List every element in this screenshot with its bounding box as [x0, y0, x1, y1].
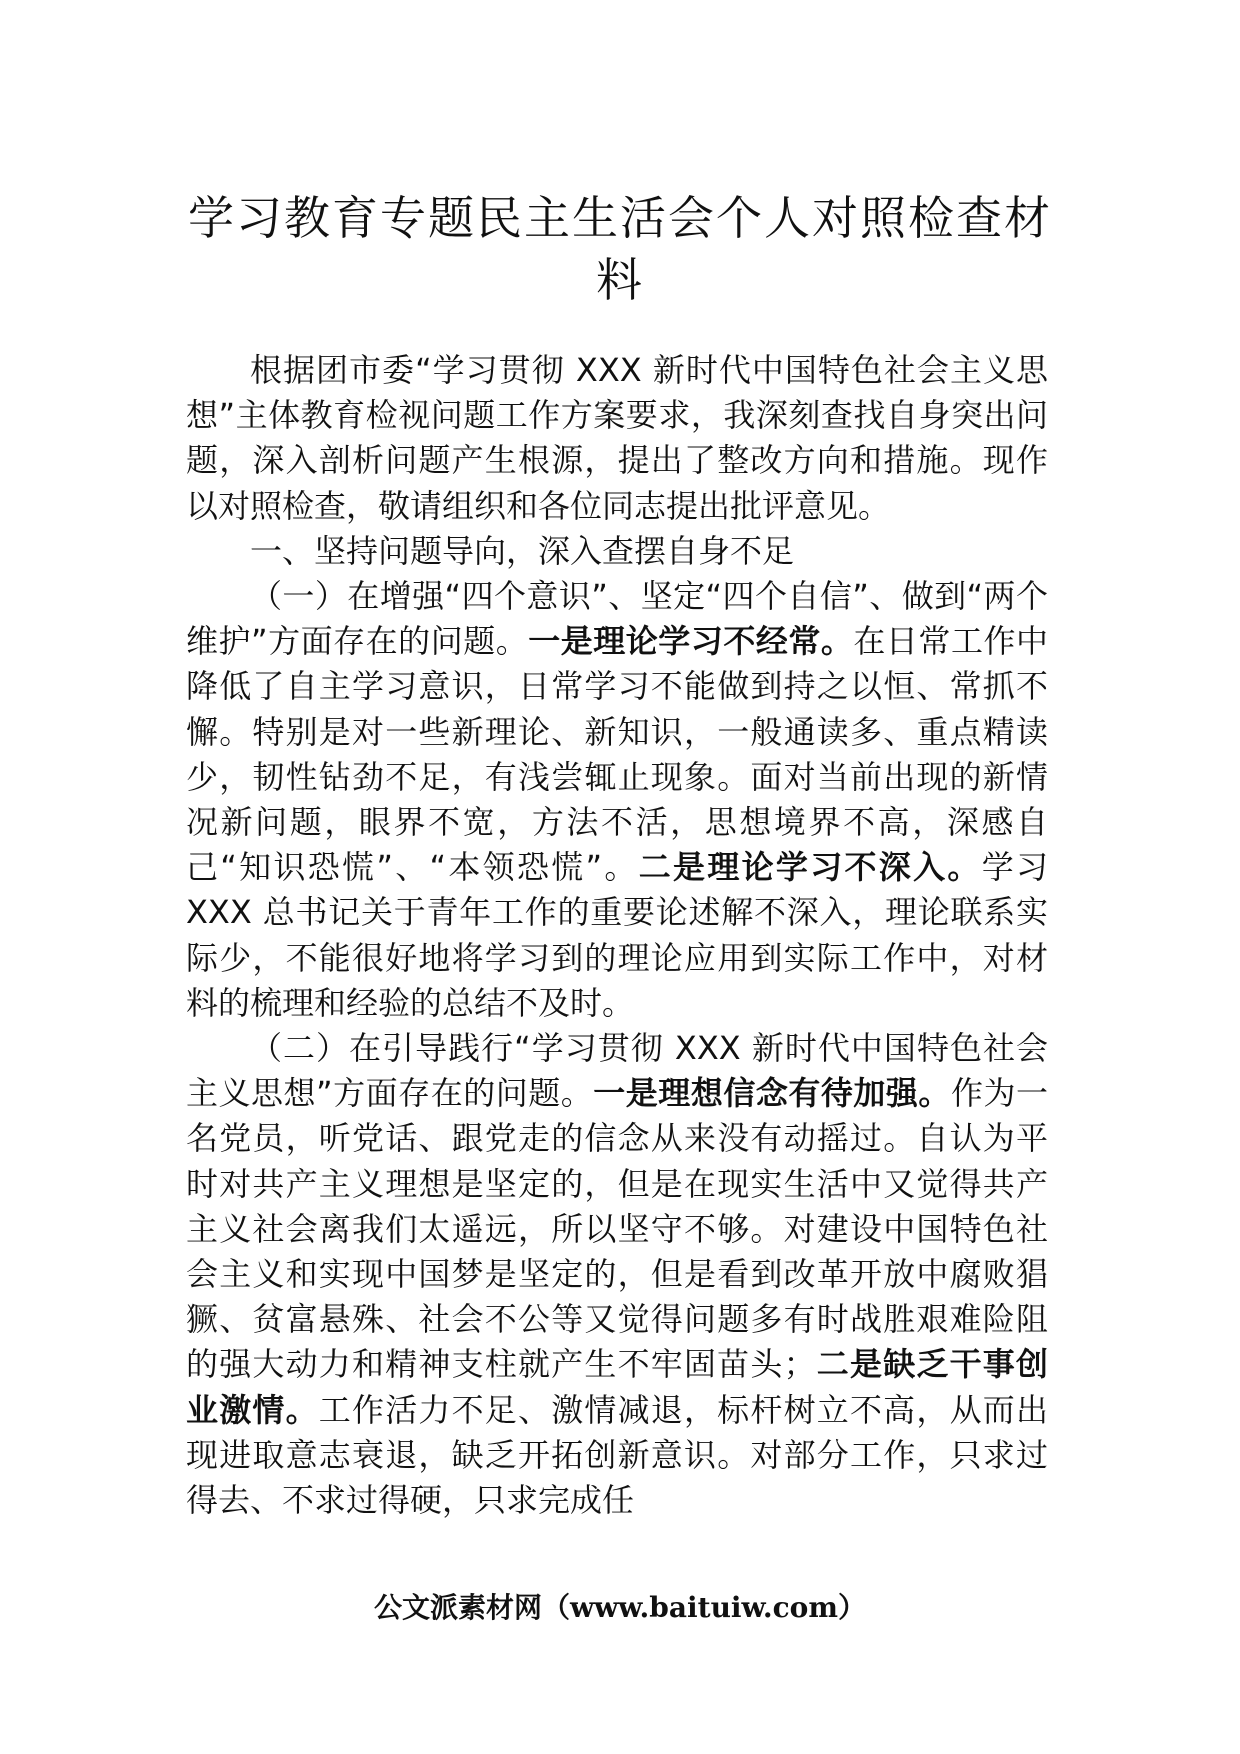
subsection1-point2-title: 二是理论学习不深入。 [638, 848, 982, 887]
document-body [186, 348, 1048, 1523]
document-title-line2: 料 [596, 253, 644, 307]
subsection2-point2-text: 工作活力不足、激情减退，标杆树立不高，从而出现进取意志衰退，缺乏开拓创新意识。对部分工作，只求过得去、不求过得硬，只求完成任 [186, 1390, 1048, 1520]
section1-heading: 一、坚持问题导向，深入查摆自身不足 [250, 531, 795, 570]
subsection2-point2-title: 二是缺乏干事创业激情。 [186, 1345, 1048, 1429]
subsection1-lead: （一）在增强“四个意识”、坚定“四个自信”、做到“两个维护”方面存在的问题。 [186, 577, 1048, 661]
subsection1-point1-title: 一是理论学习不经常。 [528, 622, 854, 661]
document-title-line1: 学习教育专题民主生活会个人对照检查材 [188, 191, 1052, 245]
subsection2-paragraph [186, 1026, 1048, 1523]
subsection2-lead: （二）在引导践行“学习贯彻 XXX 新时代中国特色社会主义思想”方面存在的问题。 [186, 1029, 1048, 1113]
subsection1-paragraph [186, 574, 1048, 1026]
subsection1-point2-text: 学习 XXX 总书记关于青年工作的重要论述解不深入，理论联系实际少，不能很好地将学习到的理论应用到实际工作中，对材料的梳理和经验的总结不及时。 [186, 848, 1048, 1022]
subsection2-point1-text: 作为一名党员，听党话、跟党走的信念从来没有动摇过。自认为平时对共产主义理想是坚定的，但是在现实生活中又觉得共产主义社会离我们太遥远，所以坚守不够。对建设中国特色社会主义和实现中国梦是坚定的，但是看到改革开放中腐败猖獗、贫富悬殊、社会不公等又觉得问题多有时战胜艰难险阻的强大动力和精神支柱就产生不牢固苗头； [186, 1074, 1048, 1384]
subsection1-point1-text: 在日常工作中降低了自主学习意识，日常学习不能做到持之以恒、常抓不懈。特别是对一些新理论、新知识，一般通读多、重点精读少，韧性钻劲不足，有浅尝辄止现象。面对当前出现的新情况新问题，眼界不宽，方法不活，思想境界不高，深感自己“知识恐慌”、“本领恐慌”。 [186, 622, 1048, 887]
intro-paragraph: 根据团市委“学习贯彻 XXX 新时代中国特色社会主义思想”主体教育检视问题工作方案要求，我深刻查找自身突出问题，深入剖析问题产生根源，提出了整改方向和措施。现作以对照检查，敬请组织和各位同志提出批评意见。 [186, 351, 1048, 525]
footer-watermark: 公文派素材网（www.baituiw.com） [374, 1591, 866, 1624]
subsection2-point1-title: 一是理想信念有待加强。 [593, 1074, 951, 1113]
